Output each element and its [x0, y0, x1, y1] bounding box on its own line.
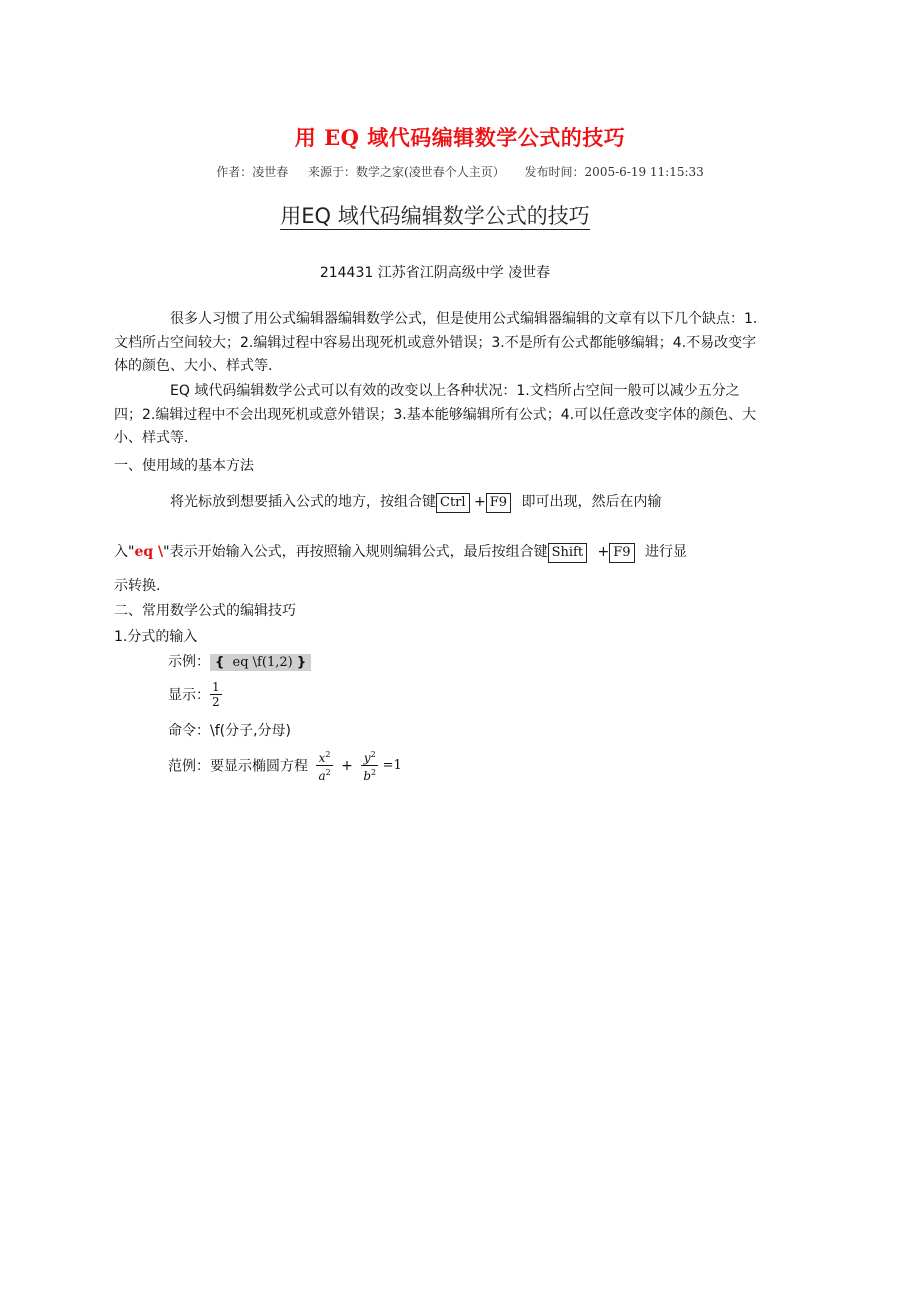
affiliation: 214431 江苏省江阴高级中学 凌世春: [319, 265, 551, 281]
article-heading-text: 用EQ 域代码编辑数学公式的技巧: [280, 204, 590, 228]
section-2-heading: 二、常用数学公式的编辑技巧: [114, 603, 296, 619]
example-line: [168, 651, 311, 671]
f9-key: F9: [609, 543, 634, 563]
step-3-line: 示转换.: [114, 578, 161, 594]
shift-key: Shift: [548, 543, 587, 563]
command-line: 命令：\f(分子,分母): [168, 723, 292, 739]
fraction-one-half: [210, 680, 222, 709]
equals-one: =1: [382, 758, 402, 773]
fraction-numerator: $y^2$: [361, 748, 378, 766]
step-1-before: 将光标放到想要插入公式的地方，按组合键: [170, 494, 436, 510]
fraction-x-over-a: [316, 748, 332, 783]
fraction-denominator: $a^2$: [318, 768, 331, 783]
ctrl-key: Ctrl: [436, 493, 470, 513]
article-meta: [0, 163, 920, 180]
plus-sign: +: [474, 494, 486, 510]
author-text: 作者：凌世春: [216, 165, 289, 179]
step-1-line: [170, 491, 758, 513]
sample-line: [168, 748, 402, 783]
published-text: 发布时间：2005-6-19 11:15:33: [524, 165, 704, 179]
fraction-numerator: $x^2$: [316, 748, 332, 766]
example-code-field: [210, 654, 311, 671]
step-2-middle: "表示开始输入公式，再按照输入规则编辑公式，最后按组合键: [163, 544, 548, 560]
article-heading: [0, 200, 870, 230]
fraction-y-over-b: [361, 748, 378, 783]
field-brace-close: }: [296, 655, 307, 670]
fraction-numerator: 1: [212, 680, 220, 694]
plus-sign: +: [341, 757, 353, 774]
section-1-heading: 一、使用域的基本方法: [114, 458, 254, 474]
example-code: eq \f(1,2): [232, 655, 293, 670]
sample-label: 范例：要显示椭圆方程: [168, 758, 308, 775]
fraction-denominator: $b^2$: [363, 768, 377, 783]
page-title: 用 EQ 域代码编辑数学公式的技巧: [294, 125, 626, 150]
step-2-before: 入": [114, 544, 135, 560]
paragraph-2: [114, 380, 758, 451]
fraction-denominator: 2: [212, 695, 220, 709]
f9-key: F9: [486, 493, 511, 513]
subsection-1-heading: 1.分式的输入: [114, 629, 198, 645]
example-label: 示例：: [168, 654, 210, 670]
source-text: 来源于：数学之家(凌世春个人主页）: [308, 165, 505, 179]
paragraph-1-text: 很多人习惯了用公式编辑器编辑数学公式，但是使用公式编辑器编辑的文章有以下几个缺点：1.文档所占空间较大；2.编辑过程中容易出现死机或意外错误；3.不是所有公式都能够编辑；4.不易改变字体的颜色、大小、样式等.: [114, 311, 758, 374]
eq-code: eq \: [134, 544, 164, 560]
paragraph-2-text: EQ 域代码编辑数学公式可以有效的改变以上各种状况：1.文档所占空间一般可以减少五分之四；2.编辑过程中不会出现死机或意外错误；3.基本能够编辑所有公式；4.可以任意改变字体的颜色、大小、样式等.: [114, 383, 757, 446]
display-label: 显示：: [168, 687, 210, 704]
paragraph-1: [114, 308, 758, 379]
plus-sign: +: [597, 544, 610, 560]
step-2-after: 进行显: [645, 544, 688, 560]
display-line: [168, 680, 222, 709]
step-2-line: [114, 541, 687, 563]
field-brace-open: {: [215, 655, 225, 670]
step-1-after: 即可出现，然后在内输: [521, 494, 662, 510]
